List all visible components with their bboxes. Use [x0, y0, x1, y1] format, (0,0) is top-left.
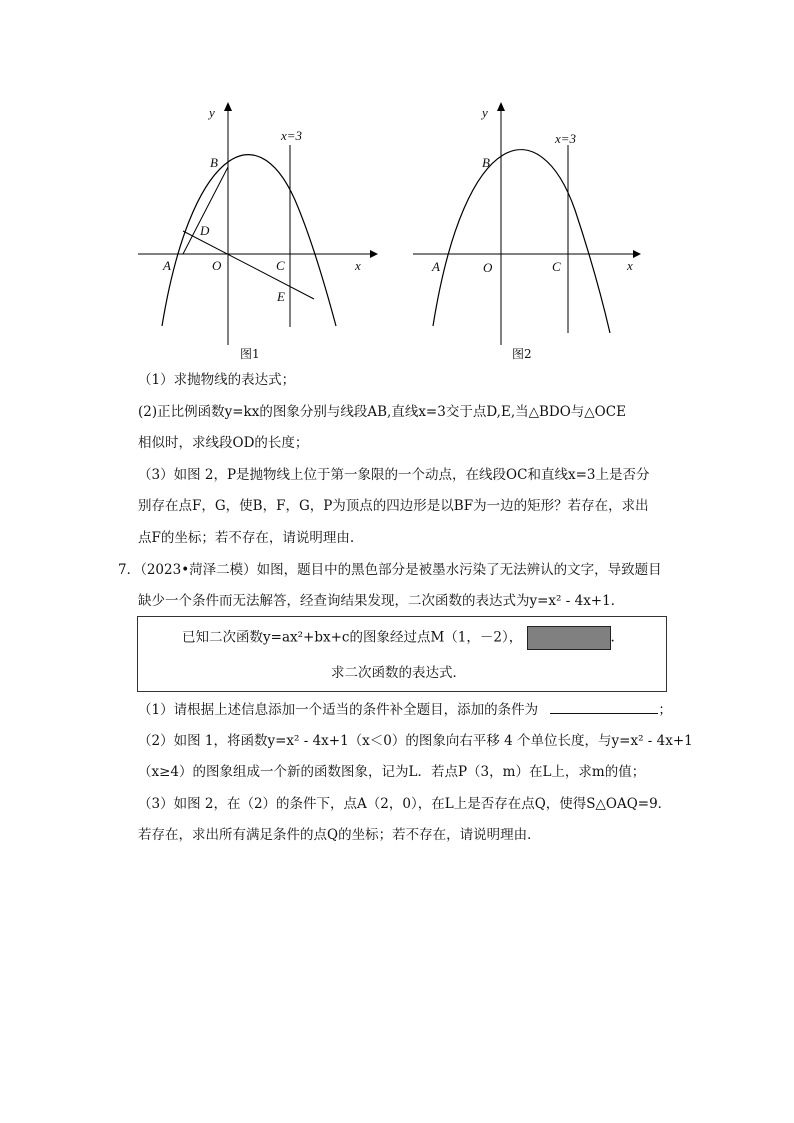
parabola-curve	[433, 150, 610, 333]
figure-2	[405, 95, 655, 365]
fig2-x-label: x	[627, 258, 633, 273]
p6-question-3-line-2: 别存在点F，G，使B，F，G，P为顶点的四边形是以BF为一边的矩形？若存在，求出	[138, 498, 649, 514]
p7-question-1	[138, 700, 672, 720]
fig2-y-label: y	[482, 105, 488, 120]
p7-question-2-line-2: （x≥4）的图象组成一个新的函数图象，记为L．若点P（3，m）在L上，求m的值；	[138, 764, 646, 780]
p7-box-line-1-end: .	[610, 629, 615, 646]
p7-number: 7．	[118, 562, 141, 578]
p7-problem-box	[137, 616, 667, 692]
fig1-point-d: D	[200, 223, 210, 238]
x-axis-arrow-icon	[633, 250, 641, 258]
fig1-point-a: A	[163, 258, 171, 273]
fig2-line-label: x=3	[555, 131, 577, 146]
fig2-point-c: C	[552, 259, 561, 274]
figure-1	[130, 95, 380, 365]
p7-intro-line-2: 缺少一个条件而无法解答，经查询结果发现，二次函数的表达式为y=x² - 4x+1．	[138, 593, 625, 609]
p7-intro-line-1: 如图，题目中的黑色部分是被墨水污染了无法辨认的文字，导致题目	[256, 562, 662, 578]
parabola-curve	[162, 155, 336, 326]
fig2-caption: 图2	[512, 347, 532, 361]
p7-box-text-1: 已知二次函数y=ax²+bx+c的图象经过点M（1，－2），	[182, 629, 523, 646]
p7-box-line-2: 求二次函数的表达式．	[331, 665, 466, 681]
p7-source: （2023•菏泽二模）	[140, 562, 257, 578]
fig2-origin-o: O	[483, 260, 493, 275]
fig1-x-label: x	[355, 258, 361, 273]
p6-question-2-line-2: 相似时，求线段OD的长度；	[138, 435, 309, 451]
line-y-kx	[183, 231, 314, 299]
fig1-point-e: E	[277, 289, 285, 304]
fig1-y-label: y	[209, 105, 215, 120]
fig1-point-c: C	[276, 258, 285, 273]
fig1-line-label: x=3	[281, 128, 303, 143]
p6-question-2-line-1: (2)正比例函数y=kx的图象分别与线段AB,直线x=3交于点D,E,当△BDO与△OCE	[138, 404, 626, 420]
fig2-point-b: B	[482, 155, 490, 170]
p6-question-3-line-1: （3）如图 2，P是抛物线上位于第一象限的一个动点，在线段OC和直线x=3上是否分	[138, 467, 650, 483]
p6-question-1: （1）求抛物线的表达式；	[138, 372, 296, 388]
p7-question-1-end: ；	[658, 702, 672, 718]
ink-stain-block	[527, 626, 611, 650]
p6-question-3-line-3: 点F的坐标；若不存在，请说明理由.	[138, 530, 355, 546]
answer-blank[interactable]	[550, 701, 658, 714]
fig1-caption: 图1	[240, 347, 260, 361]
p7-question-2-line-1: （2）如图 1，将函数y=x² - 4x+1（x＜0）的图象向右平移 4 个单位长度，与y=x² - 4x+1	[138, 733, 693, 749]
problem-6	[138, 370, 678, 520]
p7-question-3-line-1: （3）如图 2，在（2）的条件下，点A（2，0），在L上是否存在点Q，使得S△OAQ=9．	[138, 796, 672, 812]
p7-question-1-text: （1）请根据上述信息添加一个适当的条件补全题目，添加的条件为	[138, 702, 539, 718]
fig1-origin-o: O	[212, 258, 222, 273]
fig1-point-b: B	[210, 155, 218, 170]
y-axis-arrow-icon	[224, 102, 232, 111]
y-axis-arrow-icon	[497, 102, 505, 111]
fig2-point-a: A	[432, 259, 440, 274]
p7-box-line-1	[182, 626, 615, 650]
p7-header	[118, 560, 662, 580]
segment-ab	[183, 167, 228, 254]
x-axis-arrow-icon	[370, 250, 378, 258]
p7-question-3-line-2: 若存在，求出所有满足条件的点Q的坐标；若不存在，请说明理由．	[138, 827, 541, 843]
